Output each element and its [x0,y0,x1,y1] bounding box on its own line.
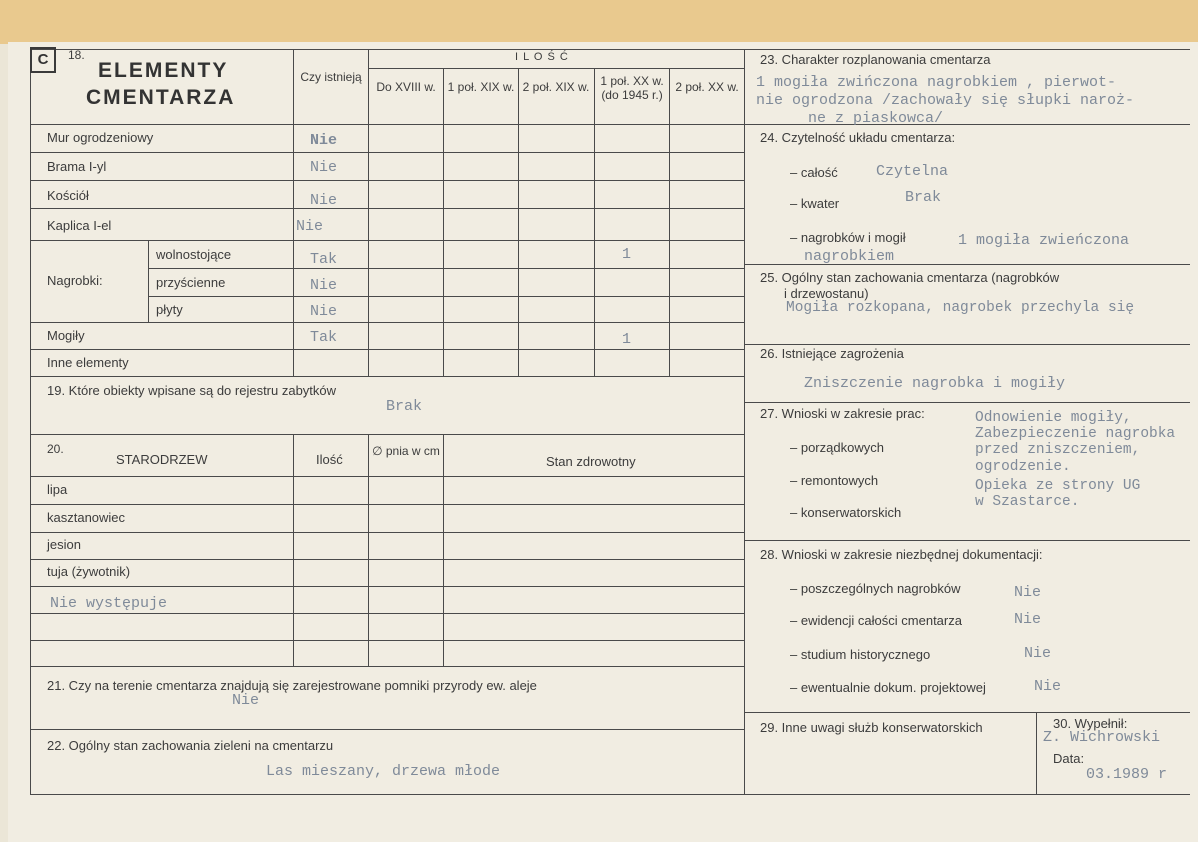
q26-label: 26. Istniejące zagrożenia [760,346,904,361]
q28-item3-label: – studium historycznego [790,647,931,662]
q27-answer-line4: ogrodzenie. [975,459,1071,475]
q24-calosc-value: Czytelna [876,163,949,180]
q23-line2: nie ogrodzona /zachowały się słupki naroż- [756,92,1135,109]
q27-label: 27. Wnioski w zakresie prac: [760,406,925,421]
line [368,434,369,666]
trees-col-diam: ∅ pnia w cm [372,444,440,458]
q23-label: 23. Charakter rozplanowania cmentarza [760,52,991,67]
line [30,559,744,560]
line [30,640,744,641]
q27-sub-porzadkowych: – porządkowych [790,440,884,455]
line [30,208,744,209]
frame-left [30,49,31,795]
line [518,68,519,376]
line [744,344,1190,345]
q26-answer: Zniszczenie nagrobka i mogiły [804,375,1066,392]
q30-date: 03.1989 r [1086,766,1168,783]
line [30,349,744,350]
qty-wolnostojace: 1 [622,246,632,263]
q21-answer: Nie [232,692,260,709]
frame-bottom [30,794,1190,795]
q28-item1-label: – poszczególnych nagrobków [790,581,961,596]
q22-answer: Las mieszany, drzewa młode [266,763,501,780]
q23-line1: 1 mogiła zwińczona nagrobkiem , pierwot- [756,74,1117,91]
period-header-3: 2 poł. XIX w. [522,80,590,94]
trees-col-qty: Ilość [316,452,343,467]
line [30,240,744,241]
line [30,376,744,377]
row-label-wolnostojace: wolnostojące [156,247,232,262]
line [30,180,744,181]
paper-top-band [0,0,1198,44]
row-label-mur: Mur ogrodzeniowy [47,130,154,145]
line [30,476,744,477]
q28-item4-value: Nie [1034,678,1062,695]
section-18-number: 18. [68,48,85,62]
q25-label-line1: 25. Ogólny stan zachowania cmentarza (nagrobków [760,270,1060,285]
line [669,68,670,376]
elements-title-line1: ELEMENTY [98,59,229,82]
period-header-4: 1 poł. XX w. (do 1945 r.) [600,74,664,102]
line [30,613,744,614]
col-quantity-header: I L O Ś Ć [515,51,569,63]
q25-answer: Mogiła rozkopana, nagrobek przechyla się [786,300,1135,316]
q28-item3-value: Nie [1024,645,1052,662]
row-label-brama: Brama I-yl [47,159,107,174]
exists-kosciol: Nie [310,192,338,209]
period-header-2: 1 poł. XIX w. [447,80,515,94]
q27-sub-remontowych: – remontowych [790,473,879,488]
line [148,240,149,322]
q28-item2-label: – ewidencji całości cmentarza [790,613,962,628]
line [30,532,744,533]
q25-label-line2: i drzewostanu) [784,286,869,301]
trees-title: STARODRZEW [116,452,208,467]
q24-calosc-label: – całość [790,165,838,180]
line [148,268,744,269]
nagrobki-label: Nagrobki: [47,273,103,288]
line [30,666,744,667]
tree-row-lipa: lipa [47,482,68,497]
line [443,434,444,666]
line [30,124,744,125]
q24-kwater-value: Brak [905,189,942,206]
line [293,434,294,666]
q27-answer-line5: Opieka ze strony UG [975,478,1141,494]
q19-label: 19. Które obiekty wpisane są do rejestru zabytków [47,383,337,398]
q20-number: 20. [47,442,64,456]
line [30,729,744,730]
exists-wolnostojace: Tak [310,251,338,268]
q27-answer-line6: w Szastarce. [975,494,1080,510]
line [368,68,744,69]
q19-answer: Brak [386,398,423,415]
line [744,540,1190,541]
q24-kwater-label: – kwater [790,196,840,211]
q30-date-label: Data: [1053,751,1085,766]
q27-sub-konserwatorskich: – konserwatorskich [790,505,902,520]
qty-mogily: 1 [622,331,632,348]
q28-label: 28. Wnioski w zakresie niezbędnej dokumentacji: [760,547,1043,562]
q30-name: Z. Wichrowski [1043,729,1161,746]
line [368,49,369,376]
q27-answer-line2: Zabezpieczenie nagrobka [975,426,1176,442]
q28-item1-value: Nie [1014,584,1042,601]
line [443,68,444,376]
line [30,152,744,153]
tree-row-tuja: tuja (żywotnik) [47,564,131,579]
q23-line3: ne z piaskowca/ [808,110,944,127]
frame-top [30,49,1190,50]
exists-brama: Nie [310,159,338,176]
q27-answer-line3: przed zniszczeniem, [975,442,1141,458]
q24-label: 24. Czytelność układu cmentarza: [760,130,956,145]
exists-mogily: Tak [310,329,338,346]
q24-nagrobkow-value2: nagrobkiem [804,248,895,265]
q28-item4-label: – ewentualnie dokum. projektowej [790,680,986,695]
period-header-5: 2 poł. XX w. [675,80,739,94]
q24-nagrobkow-value1: 1 mogiła zwieńczona [958,232,1130,249]
exists-mur: Nie [310,132,338,149]
line [30,434,744,435]
line [744,712,1190,713]
line [1036,712,1037,794]
q27-answer-line1: Odnowienie mogiły, [975,410,1132,426]
line [30,322,744,323]
line [30,586,744,587]
line [293,49,294,376]
column-divider [744,49,745,795]
trees-note: Nie występuje [50,595,168,612]
q24-nagrobkow-label: – nagrobków i mogił [790,230,906,245]
q22-label: 22. Ogólny stan zachowania zieleni na cmentarzu [47,738,334,753]
period-header-1: Do XVIII w. [376,80,436,94]
q28-item2-value: Nie [1014,611,1042,628]
row-label-kosciol: Kościół [47,188,89,203]
line [148,296,744,297]
q29-label: 29. Inne uwagi służb konserwatorskich [760,720,983,735]
trees-col-health: Stan zdrowotny [546,454,636,469]
line [30,504,744,505]
q21-label: 21. Czy na terenie cmentarza znajdują się zarejestrowane pomniki przyrody ew. aleje [47,678,537,693]
row-label-przyscienne: przyścienne [156,275,226,290]
tree-row-jesion: jesion [47,537,81,552]
row-label-plyty: płyty [156,302,183,317]
line [744,402,1190,403]
col-exists-header: Czy istnieją [300,70,362,84]
exists-kaplica: Nie [296,218,324,235]
row-label-inne: Inne elementy [47,355,129,370]
section-letter-box: C [30,47,56,73]
exists-przyscienne: Nie [310,277,338,294]
exists-plyty: Nie [310,303,338,320]
row-label-kaplica: Kaplica I-el [47,218,112,233]
tree-row-kasztanowiec: kasztanowiec [47,510,126,525]
elements-title-line2: CMENTARZA [86,86,236,109]
q30-label: 30. Wypełnił: [1053,716,1128,731]
line [594,68,595,376]
row-label-mogily: Mogiły [47,328,85,343]
